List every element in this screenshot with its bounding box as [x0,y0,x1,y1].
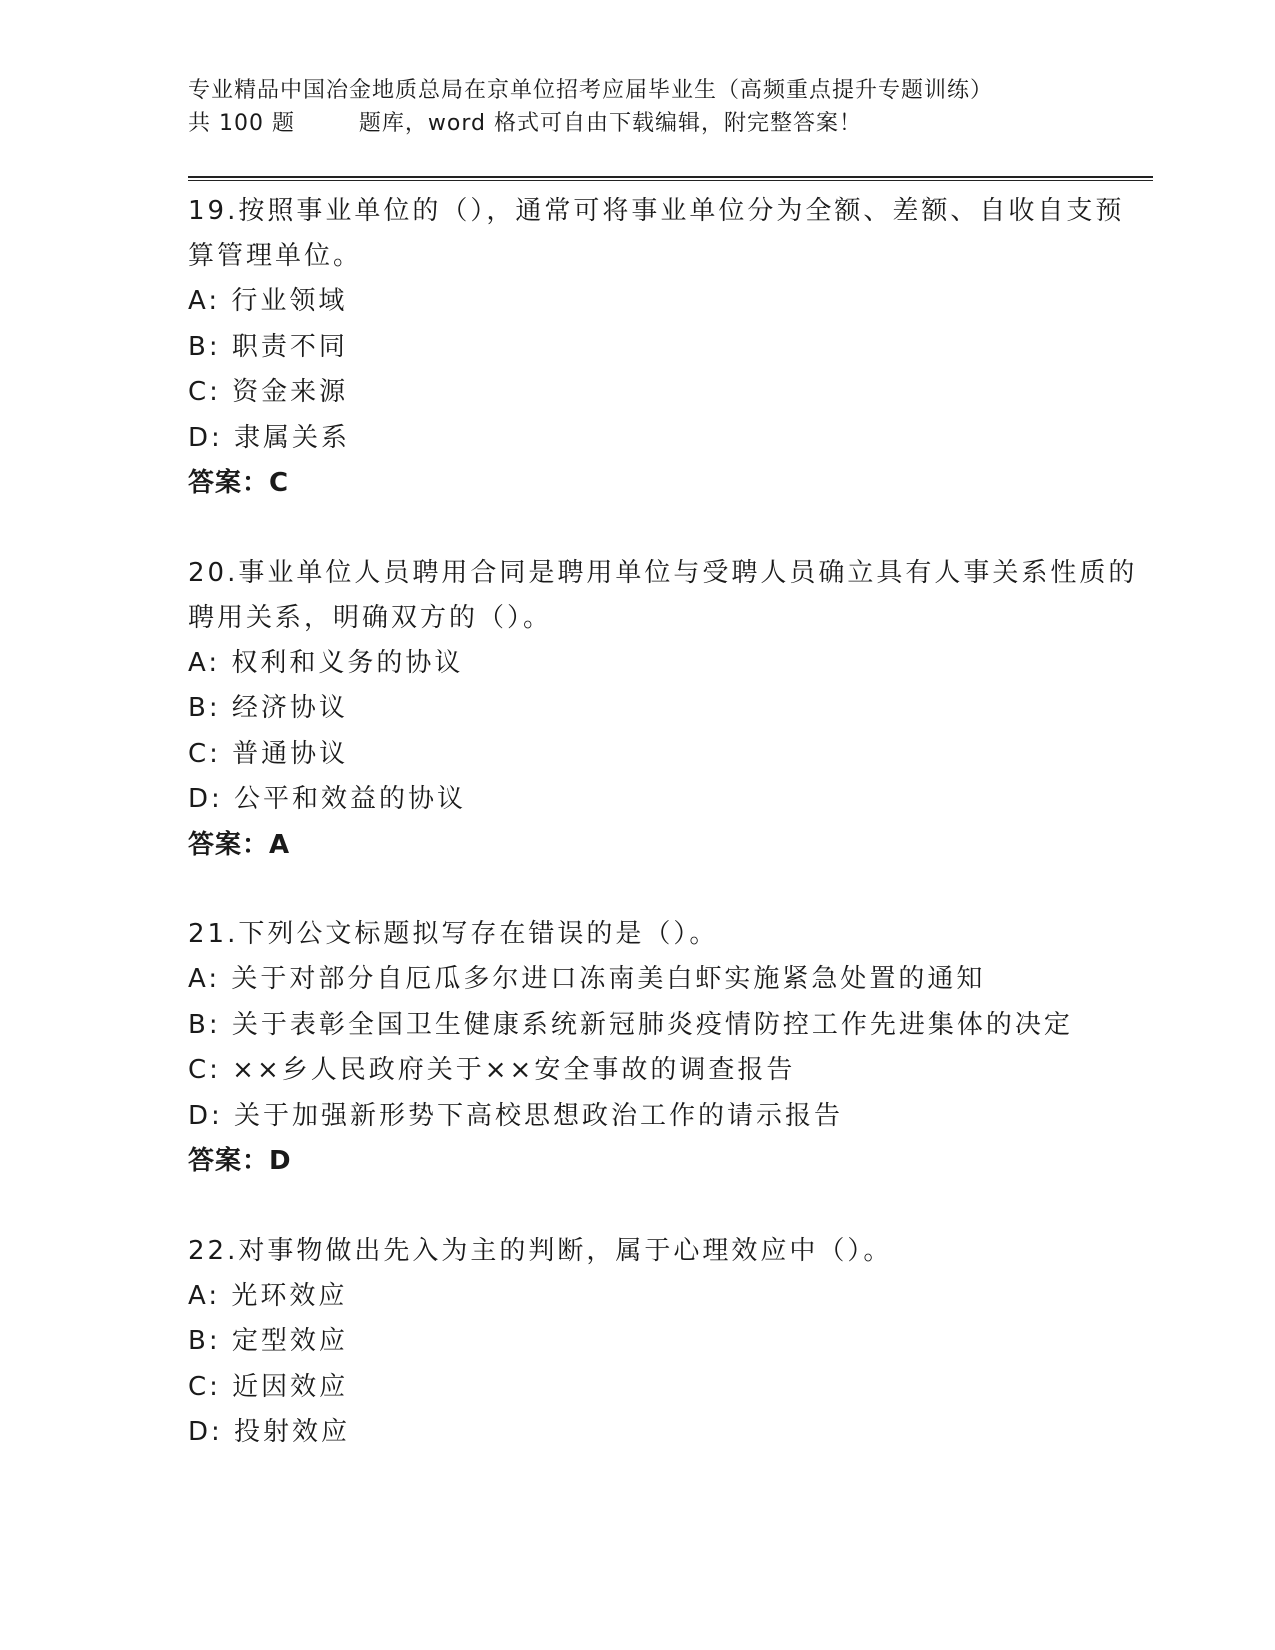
question-stem: 20.事业单位人员聘用合同是聘用单位与受聘人员确立具有人事关系性质的聘用关系，明确双方的（）。 [188,557,1138,633]
option-c: C: 普通协议 [188,738,349,769]
question-stem: 19.按照事业单位的（），通常可将事业单位分为全额、差额、自收自支预算管理单位。 [188,196,1125,271]
option-b: B: 经济协议 [188,693,348,723]
header-divider [188,176,1153,181]
option-d: D: 公平和效益的协议 [188,784,467,814]
answer-line: 答案：D [188,1146,292,1176]
option-b: B: 定型效应 [188,1326,348,1356]
option-a: A: 光环效应 [188,1280,348,1311]
document-page [188,0,1153,1650]
question-list [188,189,1153,1500]
document-header [188,74,1153,140]
option-b: B: 职责不同 [188,331,348,362]
option-a: A: 权利和义务的协议 [188,647,464,678]
option-d: D: 关于加强新形势下高校思想政治工作的请示报告 [188,1100,844,1131]
question-20 [188,551,1153,869]
option-d: D: 隶属关系 [188,422,351,453]
option-a: A: 行业领域 [188,286,348,316]
option-c: C: 近因效应 [188,1371,349,1402]
option-d: D: 投射效应 [188,1417,351,1447]
question-22 [188,1229,1153,1456]
header-title: 专业精品中国冶金地质总局在京单位招考应届毕业生（高频重点提升专题训练） [188,78,994,103]
header-subtitle: 共 100 题 题库，word 格式可自由下载编辑，附完整答案！ [188,111,862,136]
answer-line: 答案：C [188,468,290,498]
option-c: C: ××乡人民政府关于××安全事故的调查报告 [188,1055,796,1085]
option-c: C: 资金来源 [188,377,349,407]
answer-line: 答案：A [188,829,291,860]
option-b: B: 关于表彰全国卫生健康系统新冠肺炎疫情防控工作先进集体的决定 [188,1009,1073,1040]
question-stem: 22.对事物做出先入为主的判断，属于心理效应中（）。 [188,1235,893,1266]
question-19 [188,189,1153,507]
option-a: A: 关于对部分自厄瓜多尔进口冻南美白虾实施紧急处置的通知 [188,964,986,994]
question-stem: 21.下列公文标题拟写存在错误的是（）。 [188,919,719,949]
question-21 [188,912,1153,1185]
